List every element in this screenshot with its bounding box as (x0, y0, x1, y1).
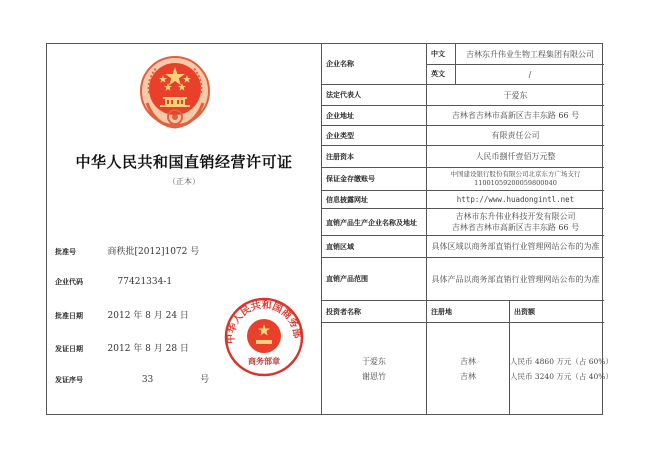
row-value (426, 168, 604, 190)
product-scope-row (322, 258, 604, 301)
field-value: 商秩批[2012]1072 号 (107, 247, 200, 257)
column-header: 出资额 (509, 301, 604, 322)
row-value (426, 146, 604, 167)
row-label: 直销产品生产企业名称及地址 (326, 218, 417, 227)
registered-capital-row (322, 146, 604, 168)
legal-representative: 于爱东 (503, 90, 528, 100)
row-value (426, 126, 604, 145)
national-emblem-icon (135, 53, 215, 133)
row-label: 直销区域 (326, 241, 354, 251)
row-value (426, 106, 604, 125)
row-label: 注册资本 (326, 151, 354, 161)
column-header: 注册地 (426, 301, 509, 322)
certificate-subtitle: （正本） (168, 177, 200, 186)
row-label: 直销产品范围 (326, 274, 368, 283)
certificate-title: 中华人民共和国直销经营许可证 (75, 153, 293, 171)
approval-number-field (55, 244, 199, 257)
investor-name-column (322, 323, 426, 414)
license-certificate (46, 43, 613, 415)
row-value (426, 209, 604, 235)
product-scope: 具体产品以商务部直销行业管理网站公布的为准 (431, 274, 600, 284)
field-value: 2012 年 8 月 28 日 (107, 344, 189, 354)
company-type-row (322, 126, 604, 146)
field-value: 2012 年 8 月 24 日 (107, 311, 189, 321)
account-number: 11001059200059800040 (474, 179, 557, 187)
company-name-cn-row (426, 44, 604, 65)
company-address: 吉林省吉林市高新区吉丰东路 66 号 (451, 111, 580, 120)
website-row (322, 191, 604, 209)
legal-rep-row (322, 85, 604, 106)
company-name-row (322, 44, 604, 85)
manufacturer-row (322, 209, 604, 236)
investor-amount: 人民币 3240 万元（占 40%） (510, 371, 613, 381)
field-value: 33 (141, 375, 154, 385)
field-label: 批准号 (55, 247, 76, 256)
field-label: 发证序号 (55, 375, 83, 384)
investor-table-header (322, 301, 604, 323)
manufacturer-name: 吉林市东升伟业科技开发有限公司 (455, 212, 576, 221)
deposit-account-row (322, 168, 604, 191)
investor-amount: 人民币 4860 万元（占 60%） (510, 356, 613, 366)
company-name-en-row (426, 64, 604, 84)
row-label: 法定代表人 (326, 90, 361, 99)
bank-name: 中国建设银行股份有限公司北京东方广场支行 (450, 170, 581, 178)
field-label: 企业代码 (55, 277, 83, 286)
company-info-table (321, 44, 613, 414)
sales-region: 具体区域以商务部直销行业管理网站公布的为准 (431, 242, 600, 251)
sales-region-row (322, 236, 604, 258)
row-value (426, 236, 604, 257)
seal-bottom-text: 商务部章 (248, 356, 280, 366)
approval-date-field (55, 308, 189, 321)
investor-location: 吉林 (460, 371, 476, 381)
company-name-en: / (528, 69, 532, 79)
row-label: 保证金存缴账号 (326, 174, 375, 183)
row-label: 企业名称 (326, 59, 354, 68)
address-row (322, 106, 604, 126)
certificate-front-panel (47, 44, 321, 414)
row-label: 企业类型 (326, 130, 354, 140)
investor-amount-column (509, 323, 613, 414)
ministry-seal (223, 296, 305, 378)
company-name-cn: 吉林东升伟业生物工程集团有限公司 (466, 49, 594, 59)
issue-date-field (55, 341, 189, 354)
sub-label: 中文 (427, 44, 456, 64)
enterprise-code-field (55, 277, 172, 287)
row-label: 信息披露网址 (326, 194, 368, 204)
manufacturer-address: 吉林省吉林市高新区吉丰东路 66 号 (451, 223, 580, 232)
registered-capital: 人民币捌仟壹佰万元整 (475, 152, 556, 161)
investor-location: 吉林 (460, 356, 476, 366)
row-value (426, 85, 604, 105)
investor-location-column (426, 323, 509, 414)
seal-ring-text: 中华人民共和国商务部 (225, 300, 303, 345)
investor-name: 谢恩竹 (362, 371, 386, 381)
field-label: 批准日期 (55, 311, 83, 320)
website-link[interactable]: http://www.huadongintl.net (456, 195, 575, 204)
company-type: 有限责任公司 (491, 131, 540, 140)
investor-table-body (322, 323, 613, 414)
column-header: 投资者名称 (326, 306, 361, 316)
field-suffix: 号 (200, 375, 210, 385)
sub-label: 英文 (427, 64, 456, 84)
field-label: 发证日期 (55, 344, 83, 353)
investor-name: 于爱东 (362, 356, 386, 366)
row-value (426, 191, 604, 208)
row-label: 企业地址 (326, 110, 354, 120)
issue-serial-field (55, 372, 209, 385)
field-value: 77421334-1 (117, 277, 173, 287)
row-value (426, 258, 604, 300)
